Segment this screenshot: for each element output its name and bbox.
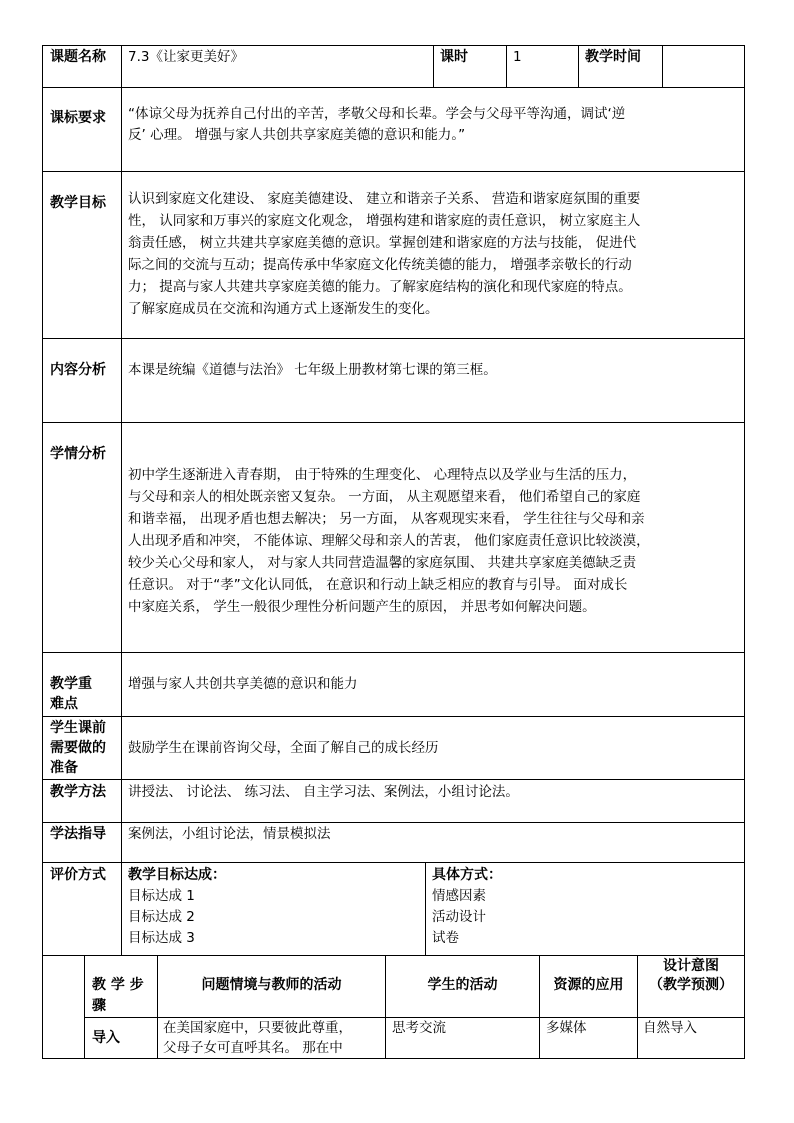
evaluation-way: 试卷 [432, 930, 459, 946]
students-label: 学情分析 [50, 446, 106, 462]
rule [84, 955, 85, 1058]
guidance-text: 案例法，小组讨论法，情景模拟法 [128, 826, 331, 842]
evaluation-goal-title: 教学目标达成： [128, 867, 226, 883]
goals-line: 了解家庭成员在交流和沟通方式上逐渐发生的变化。 [128, 301, 439, 317]
rule [385, 955, 386, 1058]
students-line: 和谐幸福， 出现矛盾也想去解决； 另一方面， 从客观现实来看， 学生往往与父母和亲 [128, 511, 645, 527]
process-step: 导入 [92, 1030, 120, 1046]
rule [662, 45, 663, 87]
students-line: 中家庭关系， 学生一般很少理性分析问题产生的原因， 并思考如何解决问题。 [128, 599, 596, 615]
standard-label: 课标要求 [50, 110, 106, 126]
rule [506, 45, 507, 87]
process-resource-header: 资源的应用 [553, 977, 624, 993]
rule [433, 45, 434, 87]
hours-label: 课时 [440, 49, 468, 65]
time-label: 教学时间 [585, 49, 641, 65]
goals-line: 际之间的交流与互动；提高传承中华家庭文化传统美德的能力， 增强孝亲敬长的行动 [128, 257, 632, 273]
goals-line: 力； 提高与家人共建共享家庭美德的能力。了解家庭结构的演化和现代家庭的特点。 [128, 279, 632, 295]
rule [157, 955, 158, 1058]
process-step-header: 教 学 步 [92, 977, 144, 993]
process-step-header: 骤 [92, 998, 106, 1014]
rule [42, 87, 745, 88]
process-teacher: 在美国家庭中，只要彼此尊重， [163, 1020, 352, 1036]
hours-value: 1 [513, 49, 522, 65]
rule [42, 45, 745, 46]
students-line: 较少关心父母和家人， 对与家人共同营造温馨的家庭氛围、 共建共享家庭美德缺乏责 [128, 555, 637, 571]
title-value: 7.3《让家更美好》 [128, 49, 244, 65]
keypoints-text: 增强与家人共创共享美德的意识和能力 [128, 676, 358, 692]
content-label: 内容分析 [50, 362, 106, 378]
rule [42, 422, 745, 423]
rule [42, 1058, 745, 1059]
evaluation-goal: 目标达成 3 [128, 930, 195, 946]
keypoints-label: 教学重 [50, 676, 92, 692]
goals-label: 教学目标 [50, 195, 106, 211]
evaluation-goal: 目标达成 2 [128, 909, 195, 925]
goals-line: 性， 认同家和万事兴的家庭文化观念， 增强构建和谐家庭的责任意识， 树立家庭主人 [128, 213, 641, 229]
evaluation-way: 活动设计 [432, 909, 486, 925]
rule [42, 652, 745, 653]
standard-line: “体谅父母为抚养自己付出的辛苦，孝敬父母和长辈。学会与父母平等沟通，调试‘逆 [128, 106, 626, 122]
students-line: 与父母和亲人的相处既亲密又复杂。 一方面， 从主观愿望来看， 他们希望自己的家庭 [128, 489, 641, 505]
prep-text: 鼓励学生在课前咨询父母，全面了解自己的成长经历 [128, 740, 439, 756]
title-label: 课题名称 [50, 49, 106, 65]
students-line: 初中学生逐渐进入青春期， 由于特殊的生理变化、 心理特点以及学业与生活的压力， [128, 467, 637, 483]
prep-label: 学生课前 [50, 720, 106, 736]
rule [42, 822, 745, 823]
prep-label: 准备 [50, 760, 78, 776]
rule [42, 862, 745, 863]
rule [578, 45, 579, 87]
keypoints-label: 难点 [50, 696, 78, 712]
evaluation-goal: 目标达成 1 [128, 888, 195, 904]
prep-label: 需要做的 [50, 740, 106, 756]
process-teacher-header: 问题情境与教师的活动 [201, 977, 342, 993]
rule [539, 955, 540, 1058]
process-teacher: 父母子女可直呼其名。 那在中 [163, 1040, 343, 1056]
methods-text: 讲授法、 讨论法、 练习法、 自主学习法、案例法，小组讨论法。 [128, 784, 519, 800]
students-line: 任意识。 对于“孝”文化认同低， 在意识和行动上缺乏相应的教育与引导。 面对成长 [128, 577, 628, 593]
goals-line: 翁责任感， 树立共建共享家庭美德的意识。掌握创建和谐家庭的方法与技能， 促进代 [128, 235, 637, 251]
process-resource: 多媒体 [546, 1020, 587, 1036]
rule [42, 779, 745, 780]
process-design-header: （教学预测） [649, 977, 733, 993]
rule [425, 862, 426, 955]
rule [121, 45, 122, 955]
goals-line: 认识到家庭文化建设、 家庭美德建设、 建立和谐亲子关系、 营造和谐家庭氛围的重要 [128, 191, 641, 207]
process-design-header: 设计意图 [663, 958, 719, 974]
evaluation-way-title: 具体方式： [432, 867, 502, 883]
process-design: 自然导入 [643, 1020, 697, 1036]
standard-line: 反’ 心理。 增强与家人共创共享家庭美德的意识和能力。” [128, 127, 466, 143]
evaluation-label: 评价方式 [50, 867, 106, 883]
methods-label: 教学方法 [50, 784, 106, 800]
rule [42, 716, 745, 717]
guidance-label: 学法指导 [50, 826, 106, 842]
content-text: 本课是统编《道德与法治》 七年级上册教材第七课的第三框。 [128, 362, 497, 378]
process-student: 思考交流 [392, 1020, 446, 1036]
process-student-header: 学生的活动 [427, 977, 498, 993]
students-line: 人出现矛盾和冲突， 不能体谅、理解父母和亲人的苦衷， 他们家庭责任意识比较淡漠， [128, 533, 650, 549]
rule [42, 45, 43, 1059]
rule [42, 338, 745, 339]
evaluation-way: 情感因素 [432, 888, 486, 904]
rule [744, 45, 745, 1059]
rule [42, 171, 745, 172]
